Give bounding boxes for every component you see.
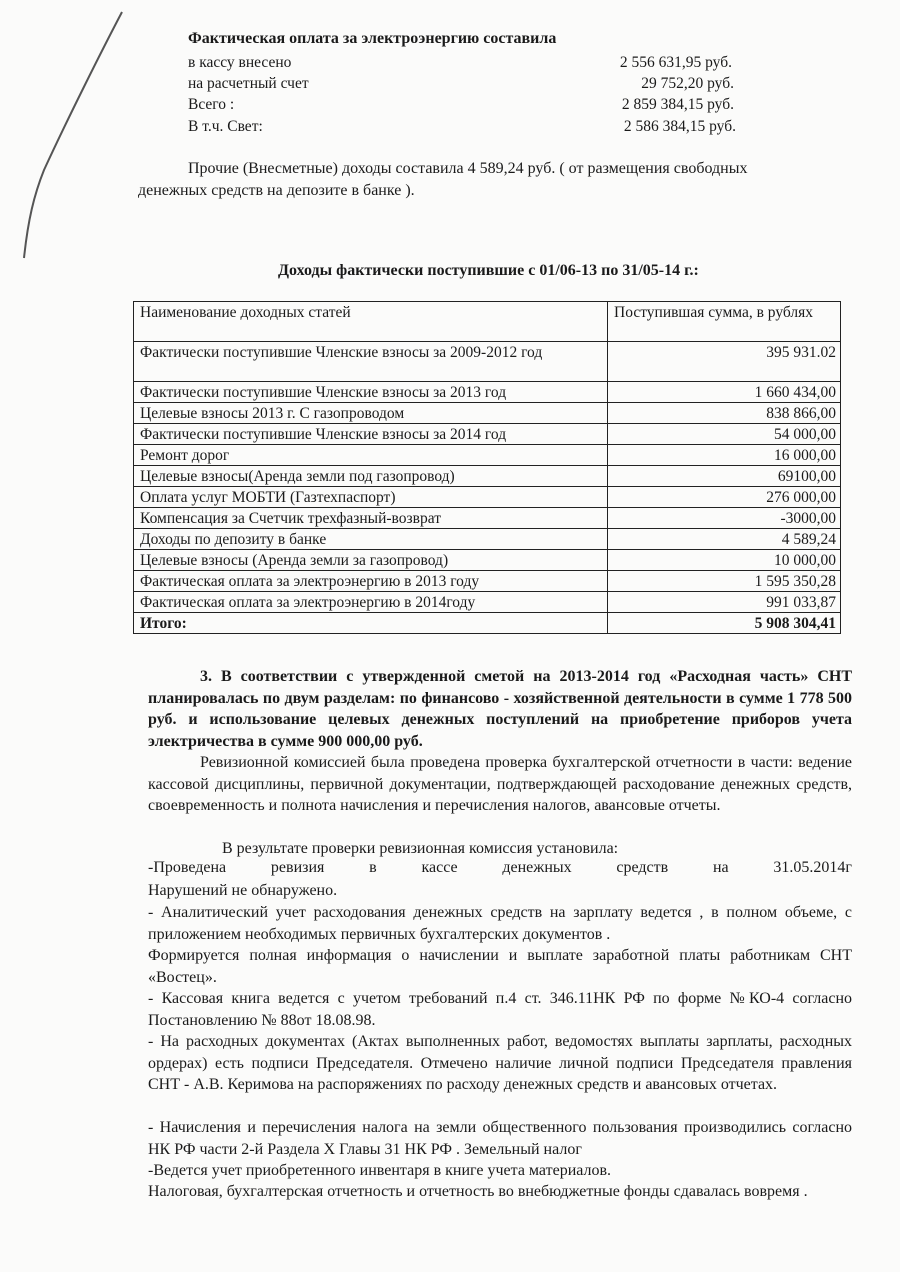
header-sum-cell: Поступившая сумма, в рублях (608, 302, 841, 342)
header-name-cell: Наименование доходных статей (134, 302, 608, 342)
table-row (134, 424, 841, 445)
table-row (134, 550, 841, 571)
payment-row (188, 96, 736, 117)
check-word: средств (616, 859, 669, 876)
row-name: Целевые взносы(Аренда земли под газопровод) (134, 466, 608, 487)
payment-label: на расчетный счет (188, 75, 309, 92)
check-word: в (369, 859, 377, 876)
row-name: Фактическая оплата за электроэнергию в 2014году (134, 592, 608, 613)
payment-label: В т.ч. Свет: (188, 118, 263, 135)
result-intro: В результате проверки ревизионная комиссия установила: (222, 840, 619, 857)
land-tax-paragraph: - Начисления и перечисления налога на земли общественного пользования производились согласно НК РФ части 2-й Раздела Х Главы 31 НК РФ . Земельный налог (148, 1119, 852, 1158)
table-total-row (134, 613, 841, 634)
row-sum: 838 866,00 (608, 403, 841, 424)
payment-row (188, 75, 736, 96)
check-word: денежных (502, 859, 572, 876)
expense-docs-paragraph: - На расходных документах (Актах выполненных работ, ведомостях выплаты зарплаты, расходных ордерах) есть подписи Председателя. Отмечено наличие личной подписи Председателя правления СНТ - А.В. Керимова на распоряжениях по расходу денежных средств и авансовых отчетах. (148, 1033, 852, 1093)
salary-paragraph: - Аналитический учет расходования денежных средств на зарплату ведется , в полном объеме, с приложением необходимых первичных бухгалтерских документов . (148, 904, 852, 943)
other-income-line1: Прочие (Внесметные) доходы составила 4 589,24 руб. ( от размещения свободных (188, 160, 748, 177)
payments-heading: Фактическая оплата за электроэнергию составила (188, 30, 557, 47)
row-name: Фактически поступившие Членские взносы за 2009-2012 год (134, 342, 608, 382)
table-row (134, 342, 841, 382)
row-sum: 54 000,00 (608, 424, 841, 445)
table-row (134, 382, 841, 403)
payment-value: 2 556 631,95 руб. (619, 54, 732, 71)
row-name: Компенсация за Счетчик трехфазный-возврат (134, 508, 608, 529)
row-sum: 395 931.02 (608, 342, 841, 382)
payment-label: Всего : (188, 96, 235, 113)
row-sum: 276 000,00 (608, 487, 841, 508)
income-table-title: Доходы фактически поступившие с 01/06-13 по 31/05-14 г.: (278, 262, 699, 279)
row-name: Целевые взносы (Аренда земли за газопровод) (134, 550, 608, 571)
no-violations: Нарушений не обнаружено. (148, 882, 338, 899)
check-word: -Проведена (148, 859, 227, 876)
payment-value: 2 859 384,15 руб. (621, 96, 734, 113)
row-sum: 16 000,00 (608, 445, 841, 466)
table-row (134, 508, 841, 529)
table-row (134, 571, 841, 592)
salary-info-paragraph: Формируется полная информация о начислении и выплате заработной платы работникам СНТ «Востец». (148, 947, 852, 986)
table-row (134, 403, 841, 424)
row-sum: -3000,00 (608, 508, 841, 529)
check-word: ревизия (270, 859, 325, 876)
inventory-paragraph: -Ведется учет приобретенного инвентаря в книге учета материалов. (148, 1162, 612, 1179)
row-name: Доходы по депозиту в банке (134, 529, 608, 550)
check-word: 31.05.2014г (773, 859, 852, 876)
row-sum: 991 033,87 (608, 592, 841, 613)
row-sum: 1 595 350,28 (608, 571, 841, 592)
check-word: кассе (421, 859, 458, 876)
payment-row (188, 54, 736, 75)
table-row (134, 487, 841, 508)
payment-label: в кассу внесено (188, 54, 292, 71)
row-name: Ремонт дорог (134, 445, 608, 466)
row-sum: 1 660 434,00 (608, 382, 841, 403)
scan-margin-line (22, 10, 132, 260)
payment-row (188, 118, 736, 139)
check-word: на (712, 859, 729, 876)
row-name: Фактическая оплата за электроэнергию в 2013 году (134, 571, 608, 592)
row-sum: 4 589,24 (608, 529, 841, 550)
cash-book-paragraph: - Кассовая книга ведется с учетом требований п.4 ст. 346.11НК РФ по форме №КО-4 согласно Постановлению № 88от 18.08.98. (148, 990, 852, 1029)
total-sum: 5 908 304,41 (608, 613, 841, 634)
payment-value: 2 586 384,15 руб. (623, 118, 736, 135)
income-table (133, 301, 841, 634)
table-row (134, 592, 841, 613)
check-line (148, 859, 852, 877)
table-row (134, 466, 841, 487)
payment-value: 29 752,20 руб. (641, 75, 734, 92)
reporting-paragraph: Налоговая, бухгалтерская отчетность и отчетность во внебюджетные фонды сдавалась вовремя . (148, 1183, 808, 1200)
table-row (134, 445, 841, 466)
section3-heading: 3. В соответствии с утвержденной сметой на 2013-2014 год «Расходная часть» СНТ планировалась по двум разделам: по финансово - хозяйственной деятельности в сумме 1 778 500 руб. и использование целевых денежных поступлений на приобретение приборов учета электричества в сумме 900 000,00 руб. (148, 668, 852, 750)
table-row (134, 529, 841, 550)
audit-intro: Ревизионной комиссией была проведена проверка бухгалтерской отчетности в части: ведение кассовой дисциплины, первичной документации, подтверждающей расходование денежных средств, своевременность и полнота начисления и перечисления налогов, авансовые отчеты. (148, 754, 852, 814)
other-income-line2: денежных средств на депозите в банке ). (138, 182, 415, 199)
total-label: Итого: (134, 613, 608, 634)
row-name: Целевые взносы 2013 г. С газопроводом (134, 403, 608, 424)
row-sum: 69100,00 (608, 466, 841, 487)
row-name: Фактически поступившие Членские взносы за 2014 год (134, 424, 608, 445)
table-header-row (134, 302, 841, 342)
row-name: Оплата услуг МОБТИ (Газтехпаспорт) (134, 487, 608, 508)
row-sum: 10 000,00 (608, 550, 841, 571)
row-name: Фактически поступившие Членские взносы за 2013 год (134, 382, 608, 403)
